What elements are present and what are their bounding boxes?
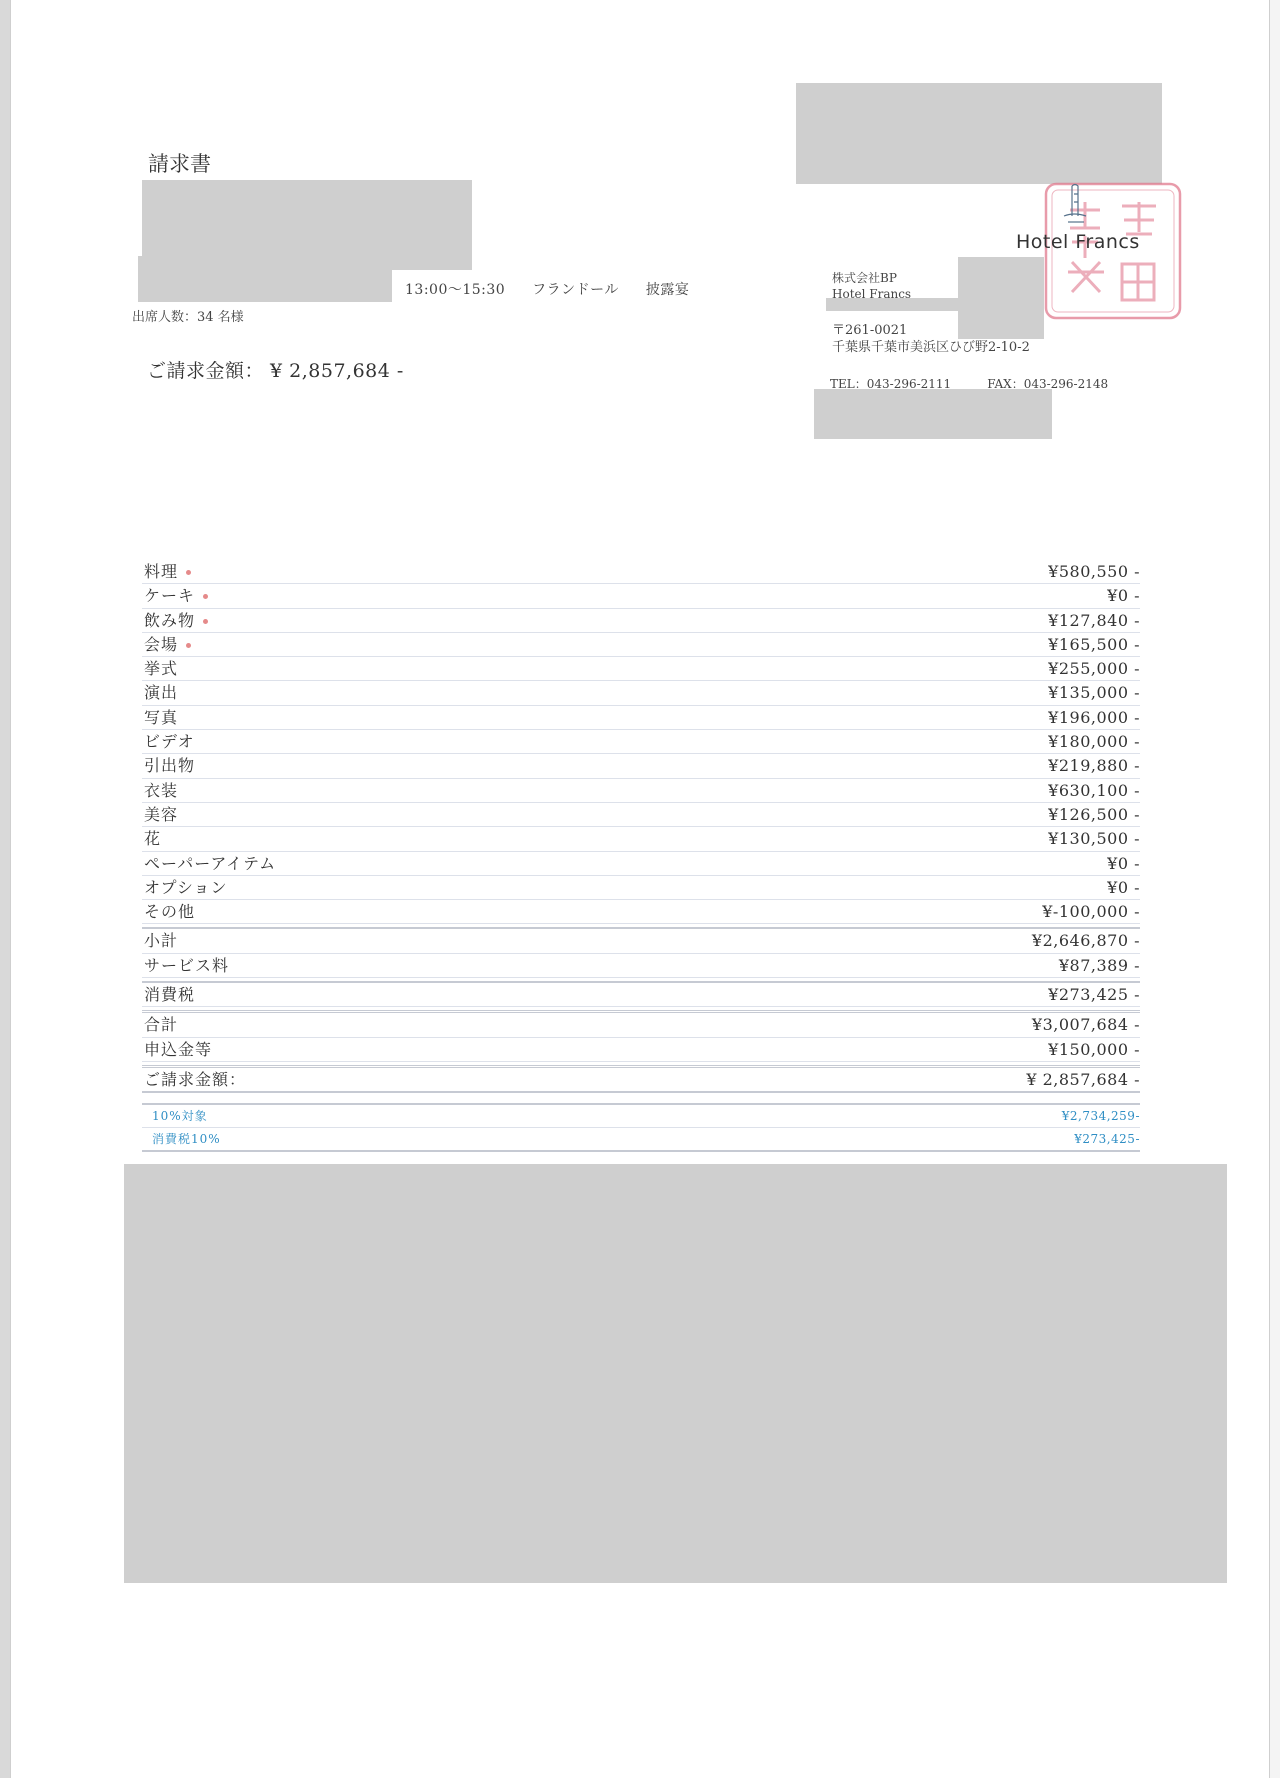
row-label-text: 料理 xyxy=(144,562,179,581)
postal-code: 〒261-0021 xyxy=(832,323,908,338)
redacted-block xyxy=(796,83,1162,184)
table-row xyxy=(142,609,1140,633)
row-amount: ¥196,000 - xyxy=(1048,707,1140,727)
row-label xyxy=(144,754,195,777)
contact-line xyxy=(830,375,1108,392)
table-row xyxy=(142,1038,1140,1062)
row-label xyxy=(144,706,178,729)
row-label xyxy=(144,1013,178,1036)
row-label-text: オプション xyxy=(144,877,228,897)
event-time: 13:00〜15:30 xyxy=(405,282,506,298)
table-row xyxy=(142,1010,1140,1037)
row-label-text: 引出物 xyxy=(144,756,196,776)
row-label-text: 消費税10% xyxy=(152,1132,221,1146)
table-row xyxy=(142,730,1140,754)
row-label-text: サービス料 xyxy=(144,955,230,975)
row-label xyxy=(144,827,161,850)
table-row xyxy=(142,954,1140,978)
row-label xyxy=(144,983,195,1006)
row-label xyxy=(152,1128,221,1150)
row-amount: ¥0 - xyxy=(1107,877,1140,897)
row-label xyxy=(144,657,178,680)
row-amount: ¥2,734,259- xyxy=(1061,1109,1140,1123)
row-label-text: 写真 xyxy=(144,707,179,727)
table-row xyxy=(142,754,1140,778)
row-label-text: 合計 xyxy=(144,1015,179,1035)
row-label-text: ケーキ xyxy=(144,586,196,606)
table-row xyxy=(142,657,1140,681)
row-amount: ¥219,880 - xyxy=(1048,756,1140,776)
row-label xyxy=(144,954,229,977)
issuer-company xyxy=(832,270,911,302)
row-label-text: 小計 xyxy=(144,931,179,951)
row-label-text: 花 xyxy=(144,829,162,849)
row-amount: ¥165,500 - xyxy=(1048,634,1140,654)
telephone: TEL：043-296-2111 xyxy=(830,377,952,391)
venue-name: フランドール xyxy=(532,282,619,298)
row-label-text: ペーパーアイテム xyxy=(144,853,277,873)
row-label xyxy=(144,852,276,875)
billing-amount xyxy=(147,356,404,383)
row-amount: ¥0 - xyxy=(1107,853,1140,873)
event-details xyxy=(405,279,711,299)
event-type: 披露宴 xyxy=(645,282,690,298)
table-row xyxy=(142,681,1140,705)
redacted-block xyxy=(814,389,1052,439)
row-label xyxy=(144,681,178,704)
document-title: 請求書 xyxy=(148,152,211,176)
row-label xyxy=(144,609,208,632)
row-label-text: 美容 xyxy=(144,804,179,824)
company-name: 株式会社BP xyxy=(832,271,897,285)
row-label xyxy=(144,584,208,607)
table-row xyxy=(142,560,1140,584)
check-mark-icon xyxy=(186,570,191,575)
table-row xyxy=(142,1105,1140,1128)
row-label-text: 消費税 xyxy=(144,985,196,1005)
table-row xyxy=(142,827,1140,851)
row-amount: ¥ 2,857,684 - xyxy=(1026,1069,1140,1089)
row-label xyxy=(144,900,195,923)
row-amount: ¥127,840 - xyxy=(1048,610,1140,630)
table-row xyxy=(142,1128,1140,1152)
check-mark-icon xyxy=(203,619,208,624)
hotel-logo-text: Hotel Francs xyxy=(1016,231,1140,253)
row-label-text: 10%対象 xyxy=(152,1109,208,1123)
row-amount: ¥180,000 - xyxy=(1048,732,1140,752)
table-row xyxy=(142,633,1140,657)
row-amount: ¥2,646,870 - xyxy=(1031,931,1140,951)
row-label xyxy=(144,929,178,952)
table-row xyxy=(142,900,1140,924)
row-amount: ¥255,000 - xyxy=(1048,659,1140,679)
row-amount: ¥3,007,684 - xyxy=(1031,1015,1140,1035)
row-label xyxy=(144,1068,246,1091)
check-mark-icon xyxy=(186,643,191,648)
row-amount: ¥273,425 - xyxy=(1048,985,1140,1005)
row-amount: ¥87,389 - xyxy=(1058,955,1140,975)
table-row xyxy=(142,1065,1140,1093)
row-label xyxy=(144,779,178,802)
billing-amount-label: ご請求金額： xyxy=(147,360,265,382)
fax-number: FAX：043-296-2148 xyxy=(987,377,1109,391)
redacted-block xyxy=(138,256,392,302)
row-label xyxy=(144,1038,212,1061)
table-row xyxy=(142,876,1140,900)
table-row xyxy=(142,706,1140,730)
billing-amount-value: ¥ 2,857,684 - xyxy=(270,360,404,382)
row-label-text: 衣装 xyxy=(144,780,179,800)
row-label-text: ご請求金額： xyxy=(144,1069,247,1089)
page-edge xyxy=(1270,0,1280,1778)
row-label-text: ビデオ xyxy=(144,732,195,752)
check-mark-icon xyxy=(203,594,208,599)
row-amount: ¥135,000 - xyxy=(1048,683,1140,703)
row-amount: ¥150,000 - xyxy=(1048,1039,1140,1059)
row-label xyxy=(144,560,191,583)
row-label-text: 演出 xyxy=(144,683,179,703)
row-label xyxy=(144,633,191,656)
table-row xyxy=(142,927,1140,953)
row-label-text: 挙式 xyxy=(144,659,179,679)
table-row xyxy=(142,803,1140,827)
row-label xyxy=(144,730,195,753)
row-label xyxy=(144,876,228,899)
row-label-text: その他 xyxy=(144,902,196,922)
row-label xyxy=(152,1105,208,1127)
row-amount: ¥273,425- xyxy=(1074,1132,1140,1146)
line-items-table xyxy=(142,560,1140,1093)
attendee-count: 出席人数：34 名様 xyxy=(132,310,244,325)
row-amount: ¥580,550 - xyxy=(1048,562,1140,581)
hotel-logo-icon xyxy=(1060,182,1090,228)
row-amount: ¥630,100 - xyxy=(1048,780,1140,800)
tax-breakdown xyxy=(142,1103,1140,1152)
hotel-name: Hotel Francs xyxy=(832,287,912,301)
table-row xyxy=(142,981,1140,1007)
row-label-text: 申込金等 xyxy=(144,1039,213,1059)
table-row xyxy=(142,584,1140,608)
street-address: 千葉県千葉市美浜区ひび野2-10-2 xyxy=(832,340,1030,355)
table-row xyxy=(142,779,1140,803)
issuer-address xyxy=(832,322,1030,356)
row-amount: ¥0 - xyxy=(1107,586,1140,606)
row-label xyxy=(144,803,178,826)
redacted-block xyxy=(124,1164,1227,1583)
table-row xyxy=(142,852,1140,876)
row-amount: ¥130,500 - xyxy=(1048,829,1140,849)
row-label-text: 飲み物 xyxy=(144,610,196,630)
row-amount: ¥-100,000 - xyxy=(1042,902,1140,922)
row-label-text: 会場 xyxy=(144,634,179,654)
row-amount: ¥126,500 - xyxy=(1048,804,1140,824)
